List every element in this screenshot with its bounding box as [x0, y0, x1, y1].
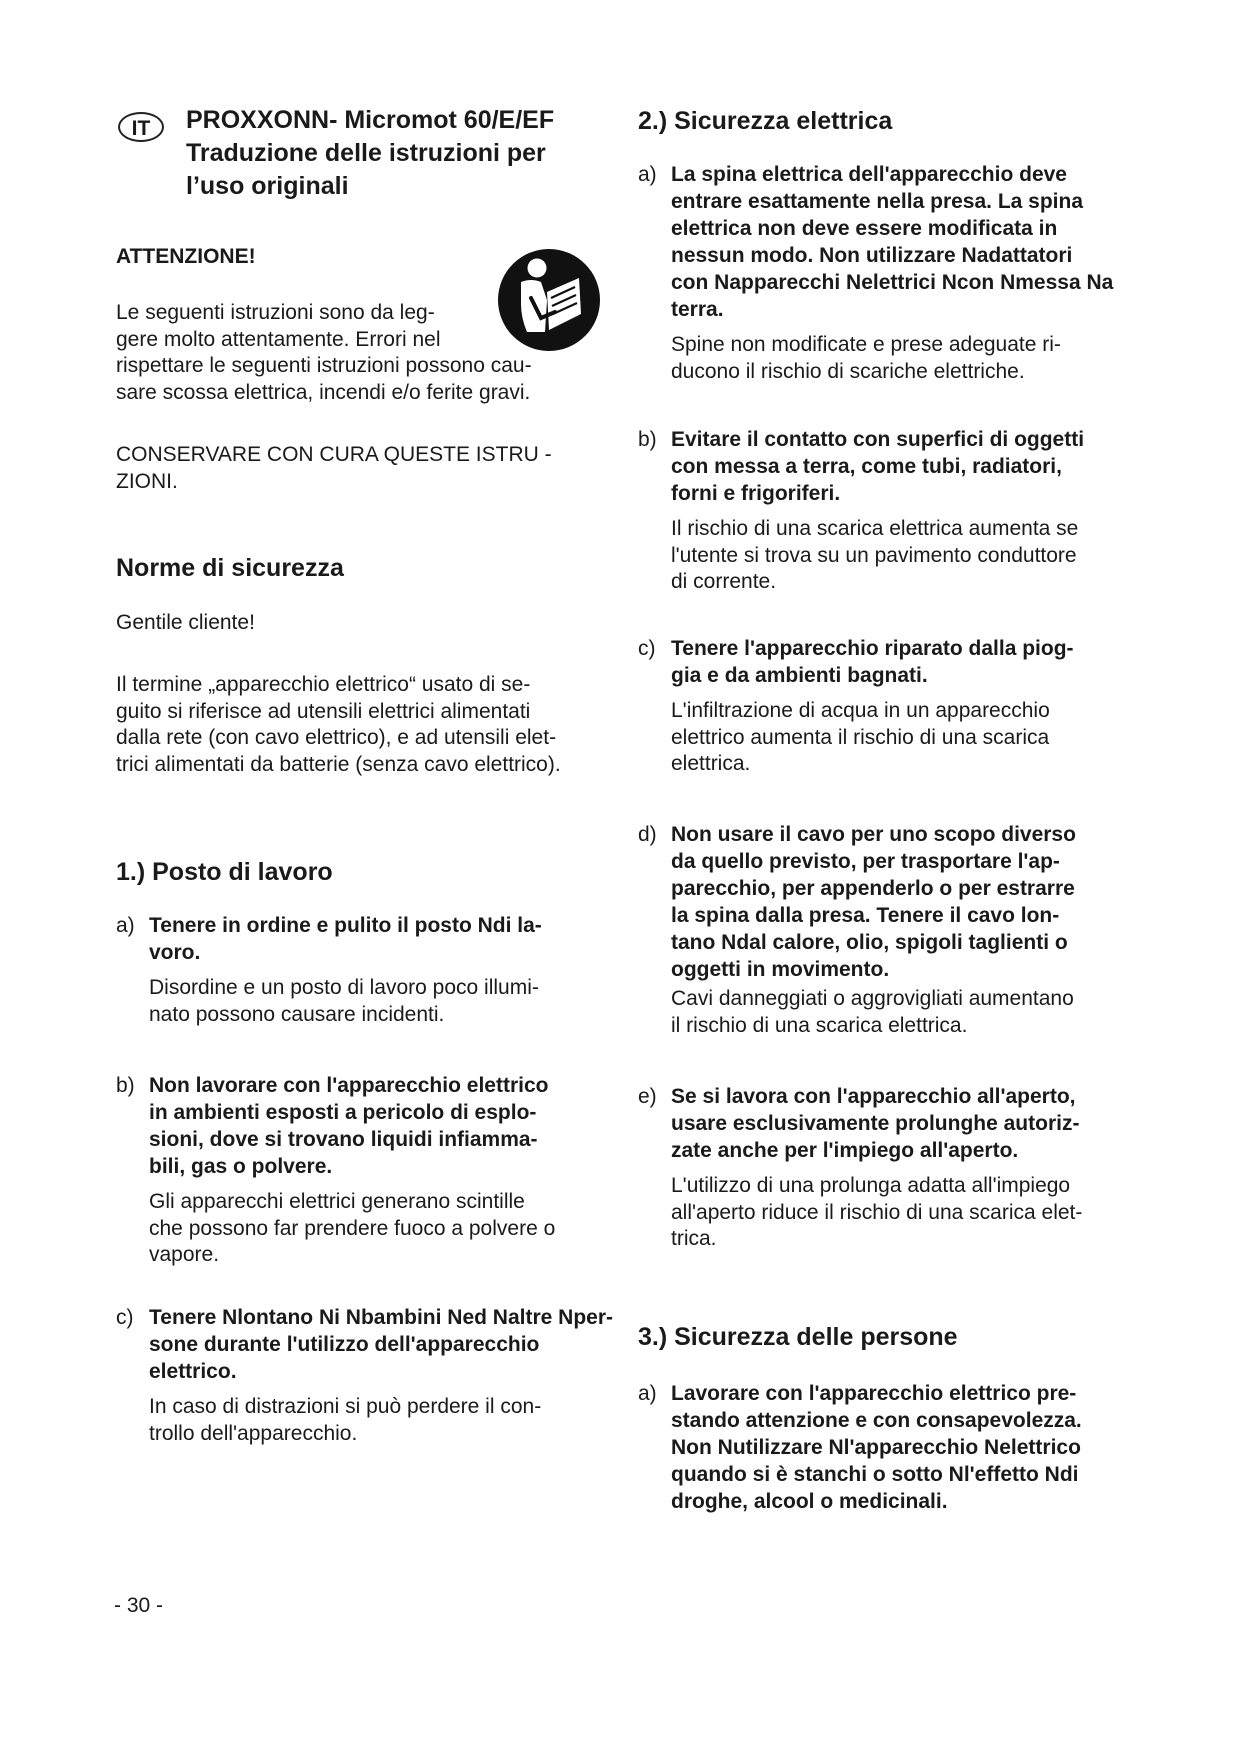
item-bold-line: Tenere l'apparecchio riparato dalla piog- — [671, 637, 1074, 660]
item-label: a) — [638, 163, 657, 186]
item-label: a) — [638, 1382, 657, 1405]
language-badge: IT — [118, 112, 164, 142]
item-desc-line: elettrica. — [671, 752, 751, 775]
item-bold-line: Lavorare con l'apparecchio elettrico pre- — [671, 1382, 1077, 1405]
text-line: Le seguenti istruzioni sono da leg- — [116, 301, 435, 324]
item-bold-line: la spina dalla presa. Tenere il cavo lon- — [671, 904, 1060, 927]
text-line: trici alimentati da batterie (senza cavo elettrico). — [116, 752, 561, 776]
item-desc-line: Cavi danneggiati o aggrovigliati aumentano — [671, 987, 1074, 1010]
text-line: CONSERVARE CON CURA QUESTE ISTRU - — [116, 443, 552, 466]
item-bold-line: oggetti in movimento. — [671, 958, 890, 981]
item-bold-line: Non lavorare con l'apparecchio elettrico — [149, 1074, 549, 1097]
text-line: gere molto attentamente. Errori nel — [116, 327, 441, 351]
item-label: a) — [116, 914, 135, 937]
section-heading-sicurezza-persone: 3.) Sicurezza delle persone — [638, 1323, 958, 1351]
item-label: b) — [116, 1074, 135, 1097]
list-item — [638, 1083, 1178, 1253]
item-bold-line: terra. — [671, 298, 724, 321]
list-item — [638, 1380, 1178, 1515]
list-item — [116, 1304, 676, 1447]
intro-text — [116, 672, 561, 778]
item-label: c) — [638, 637, 656, 660]
title-line: Traduzione delle istruzioni per — [186, 139, 546, 167]
item-label: c) — [116, 1306, 134, 1329]
item-desc-line: l'utente si trova su un pavimento conduttore — [671, 543, 1077, 567]
item-bold-line: nessun modo. Non utilizzare Nadattatori — [671, 244, 1073, 267]
text-line: dalla rete (con cavo elettrico), e ad utensili elet- — [116, 726, 557, 749]
item-desc-line: L'infiltrazione di acqua in un apparecchio — [671, 699, 1050, 722]
item-desc-line: di corrente. — [671, 570, 777, 593]
item-bold-line: usare esclusivamente prolunghe autoriz- — [671, 1112, 1080, 1135]
section-heading-sicurezza-elettrica: 2.) Sicurezza elettrica — [638, 107, 893, 135]
list-item — [638, 635, 1178, 778]
item-desc-line: Gli apparecchi elettrici generano scintille — [149, 1190, 525, 1213]
item-desc-line: trica. — [671, 1227, 717, 1250]
item-bold-line: elettrica non deve essere modificata in — [671, 217, 1058, 240]
list-item — [638, 821, 1178, 1039]
section-heading-norme: Norme di sicurezza — [116, 554, 344, 582]
list-item — [116, 912, 606, 1028]
item-bold-line: tano Ndal calore, olio, spigoli taglienti o — [671, 931, 1068, 954]
warning-text — [116, 300, 616, 406]
list-item — [638, 161, 1178, 385]
item-bold-line: forni e frigoriferi. — [671, 482, 841, 505]
item-desc-line: trollo dell'apparecchio. — [149, 1421, 358, 1445]
item-bold-line: con messa a terra, come tubi, radiatori, — [671, 455, 1062, 478]
item-desc-line: il rischio di una scarica elettrica. — [671, 1013, 968, 1037]
page-number: - 30 - — [114, 1594, 164, 1617]
item-bold-line: sioni, dove si trovano liquidi infiamma- — [149, 1128, 538, 1151]
keep-instructions — [116, 442, 552, 495]
item-label: b) — [638, 428, 657, 451]
item-bold-line: sone durante l'utilizzo dell'apparecchio — [149, 1333, 540, 1356]
section-heading-posto-di-lavoro: 1.) Posto di lavoro — [116, 858, 333, 886]
item-bold-line: Tenere in ordine e pulito il posto Ndi la- — [149, 914, 542, 937]
item-bold-line: Se si lavora con l'apparecchio all'aperto, — [671, 1085, 1076, 1108]
item-bold-line: in ambienti esposti a pericolo di esplo- — [149, 1101, 537, 1124]
item-bold-line: parecchio, per appenderlo o per estrarre — [671, 877, 1075, 900]
document-title — [186, 104, 616, 203]
item-bold-line: bili, gas o polvere. — [149, 1155, 333, 1178]
text-line: Il termine „apparecchio elettrico“ usato di se- — [116, 673, 531, 696]
item-bold-line: Non Nutilizzare Nl'apparecchio Nelettrico — [671, 1436, 1081, 1459]
item-bold-line: La spina elettrica dell'apparecchio deve — [671, 163, 1067, 186]
item-bold-line: Non usare il cavo per uno scopo diverso — [671, 823, 1076, 846]
item-desc-line: che possono far prendere fuoco a polvere o — [149, 1216, 556, 1240]
item-bold-line: entrare esattamente nella presa. La spina — [671, 190, 1084, 213]
text-line: guito si riferisce ad utensili elettrici alimentati — [116, 699, 531, 723]
item-bold-line: gia e da ambienti bagnati. — [671, 664, 928, 687]
warning-heading: ATTENZIONE! — [116, 245, 256, 268]
list-item — [638, 426, 1178, 596]
item-bold-line: stando attenzione e con consapevolezza. — [671, 1409, 1082, 1432]
item-desc-line: elettrico aumenta il rischio di una scarica — [671, 725, 1050, 749]
text-line: sare scossa elettrica, incendi e/o ferite gravi. — [116, 380, 531, 404]
item-label: e) — [638, 1085, 657, 1108]
item-desc-line: L'utilizzo di una prolunga adatta all'impiego — [671, 1174, 1071, 1197]
item-bold-line: quando si è stanchi o sotto Nl'effetto Ndi — [671, 1463, 1079, 1486]
item-desc-line: nato possono causare incidenti. — [149, 1002, 445, 1026]
item-desc-line: vapore. — [149, 1243, 220, 1266]
item-bold-line: con Napparecchi Nelettrici Ncon Nmessa Na — [671, 271, 1114, 294]
item-desc-line: Disordine e un posto di lavoro poco illumi- — [149, 976, 539, 999]
title-line: l’uso originali — [186, 172, 349, 200]
item-desc-line: ducono il rischio di scariche elettriche. — [671, 359, 1025, 383]
item-desc-line: Spine non modificate e prese adeguate ri- — [671, 333, 1061, 356]
text-line: ZIONI. — [116, 469, 178, 493]
text-line: rispettare le seguenti istruzioni possono cau- — [116, 354, 532, 377]
item-bold-line: Tenere Nlontano Ni Nbambini Ned Naltre Nper- — [149, 1306, 613, 1329]
item-bold-line: zate anche per l'impiego all'aperto. — [671, 1139, 1019, 1162]
greeting: Gentile cliente! — [116, 611, 255, 634]
list-item — [116, 1072, 606, 1269]
item-desc-line: all'aperto riduce il rischio di una scarica elet- — [671, 1200, 1083, 1224]
title-line: PROXXONN- Micromot 60/E/EF — [186, 106, 555, 134]
item-desc-line: Il rischio di una scarica elettrica aumenta se — [671, 517, 1079, 540]
item-bold-line: voro. — [149, 941, 201, 964]
item-bold-line: droghe, alcool o medicinali. — [671, 1490, 948, 1513]
item-label: d) — [638, 823, 657, 846]
item-desc-line: In caso di distrazioni si può perdere il con- — [149, 1395, 542, 1418]
item-bold-line: da quello previsto, per trasportare l'ap- — [671, 850, 1060, 873]
item-bold-line: elettrico. — [149, 1360, 237, 1383]
item-bold-line: Evitare il contatto con superfici di oggetti — [671, 428, 1085, 451]
